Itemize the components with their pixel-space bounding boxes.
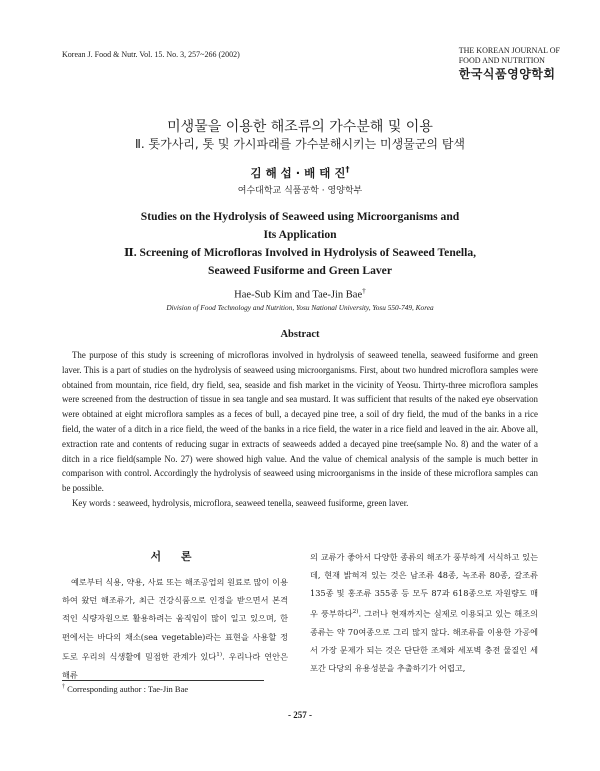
journal-masthead <box>459 46 560 82</box>
reference-2: 2) <box>352 608 359 615</box>
corresponding-mark: † <box>345 165 350 175</box>
footnote <box>62 684 188 694</box>
title-english-line4: Seaweed Fusiforme and Green Laver <box>208 264 392 277</box>
reference-1: 1) <box>216 651 223 658</box>
intro-left-column <box>62 573 288 684</box>
abstract-heading: Abstract <box>280 329 320 340</box>
title-english-line3: Ⅱ. Screening of Microfloras Involved in Hydrolysis of Seaweed Tenella, <box>123 246 477 259</box>
title-korean: 미생물을 이용한 해조류의 가수분해 및 이용 <box>167 119 433 135</box>
authors-korean-names: 김 해 섭 · 배 태 진 <box>250 166 346 180</box>
title-english <box>60 208 540 280</box>
intro-right-column <box>310 548 538 677</box>
footnote-text: Corresponding author : Tae-Jin Bae <box>64 684 189 694</box>
keywords: Key words : seaweed, hydrolysis, microflora, seaweed tenella, seaweed fusiforme, green laver. <box>72 497 409 508</box>
section-heading-introduction: 서 론 <box>150 550 200 563</box>
authors-korean <box>0 165 600 181</box>
journal-name-ko: 한국식품영양학회 <box>458 67 556 81</box>
authors-english <box>0 286 600 301</box>
title-english-line1: Studies on the Hydrolysis of Seaweed using Microorganisms and <box>140 210 460 223</box>
abstract-text: The purpose of this study is screening of microfloras involved in hydrolysis of seaweed tenella, seaweed fusiforme and green laver. This is a part of studies on the hydrolysis of seaweed using microorganisms. First, about two hundred microflora samples were obtained from mountain, rice field, dry field, sea, seaside and fish market in the vicinity of Yeosu. Thirty-three microflora samples were screened from the destruction of tissue in sea tangle and sea mustard. It was sufficient that results of the naked eye observation were obtained at eight microflora samples as a feces of bull, a decayed pine tree, a soil of dry field, the mud of the banks in a rice field, the water of a ditch in a rice field, the weed of the banks in a rice field, the water in a rice field and leaved in the air. Above all, extraction rate and contents of reducing sugar in extracts of seaweeds added a decayed pine tree(sample No. 8) and the water of a ditch in a rice field(sample No. 27) were showed high value. And the value of chemical analysis of the sample is much better in comparison with control. Accordingly the hydrolysis of seaweed using microorganisms in the inside of these microflora samples can be possible. <box>62 350 538 494</box>
title-english-line2: Its Application <box>263 228 337 241</box>
intro-left-tail: . 우리나라 연안은 해류 <box>62 651 289 680</box>
journal-citation: Korean J. Food & Nutr. Vol. 15. No. 3, 257~266 (2002) <box>62 50 240 59</box>
intro-right-text-a: 의 교류가 좋아서 다양한 종류의 해조가 풍부하게 서식하고 있는데, 현재 밝혀져 있는 것은 남조류 48종, 녹조류 80종, 갈조류 135종 및 홍조류 355종 등 모두 87과 618종으로 자원량도 매우 풍부하다 <box>310 552 538 619</box>
footnote-divider <box>62 680 264 681</box>
abstract-body <box>62 348 538 511</box>
journal-name-en-line2: FOOD AND NUTRITION <box>458 56 545 65</box>
corresponding-mark-en: † <box>362 286 366 295</box>
intro-right-text-b: . 그러나 현재까지는 실제로 이용되고 있는 해조의 종류는 약 70여종으로 그리 많지 않다. 해조류를 이용한 가공에서 가장 문제가 되는 것은 단단한 조체와 세포벽 충전 물질인 세포간 다당의 유용성분을 추출하기가 어렵고, <box>310 608 538 673</box>
journal-name-en-line1: THE KOREAN JOURNAL OF <box>458 46 560 55</box>
affiliation-korean: 여수대학교 식품공학 · 영양학부 <box>237 186 363 196</box>
footnote-mark: † <box>62 684 65 691</box>
authors-english-names: Hae-Sub Kim and Tae-Jin Bae <box>234 289 363 301</box>
affiliation-english: Division of Food Technology and Nutrition, Yosu National University, Yosu 550-749, Korea <box>166 303 434 312</box>
intro-left-text: 예로부터 식용, 약용, 사료 또는 해조공업의 원료로 많이 이용하여 왔던 해조류가, 최근 건강식품으로 인정을 받으면서 본격적인 식량자원으로 활용하려는 움직임이 많이 일고 있으며, 한편에서는 바다의 채소(sea vegetable)라는 표현을 사용할 정도로 우리의 식생활에 밀접한 관계가 있다 <box>62 577 288 662</box>
subtitle-korean: Ⅱ. 톳가사리, 톳 및 가시파래를 가수분해시키는 미생물군의 탐색 <box>134 137 466 151</box>
page-number: - 257 - <box>288 710 312 720</box>
